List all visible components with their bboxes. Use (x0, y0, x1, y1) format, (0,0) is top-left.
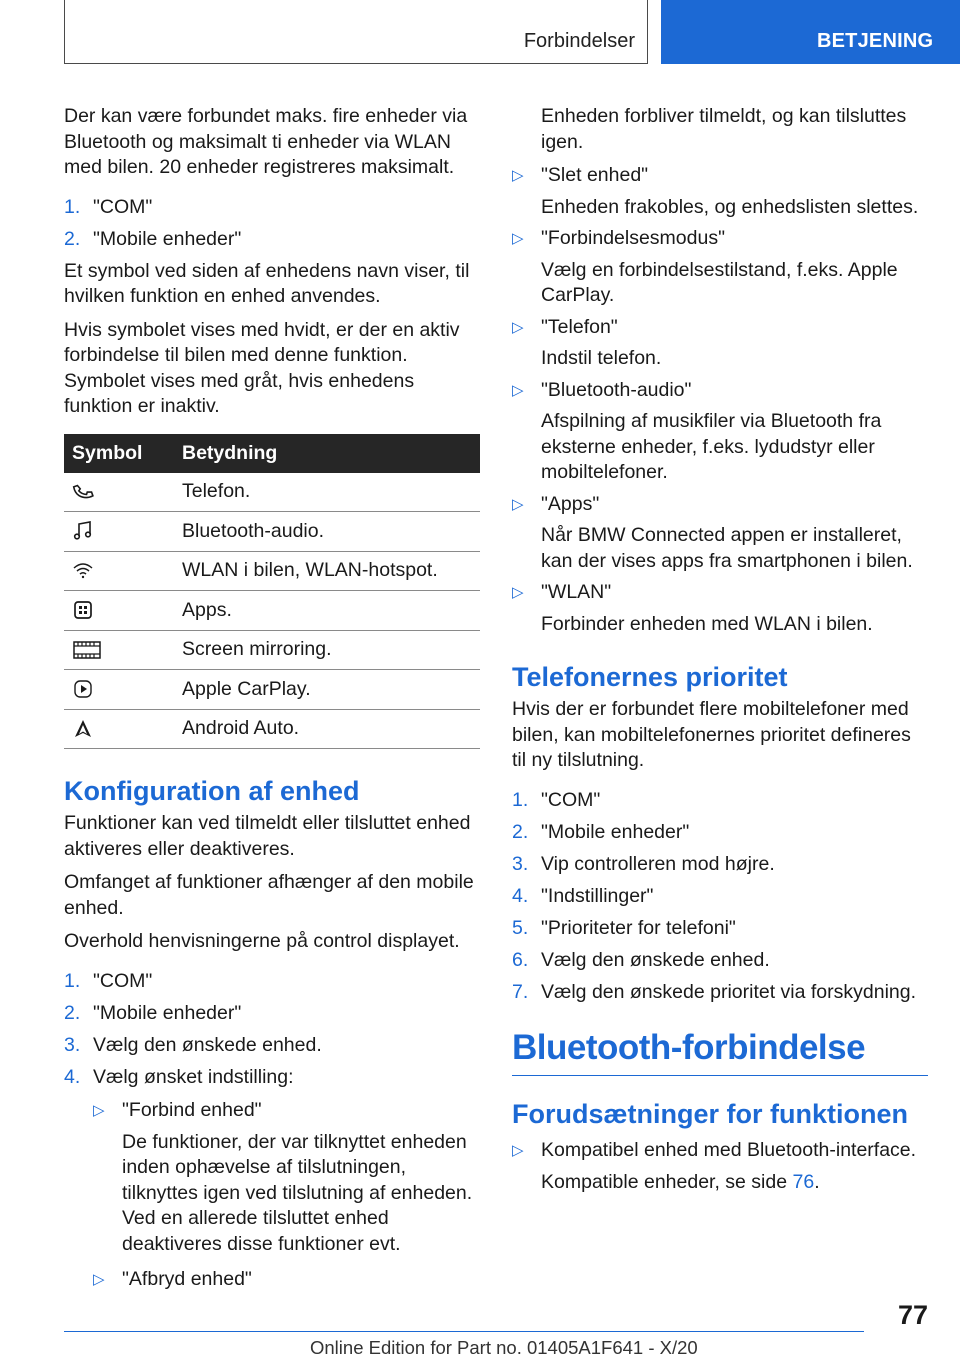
wifi-icon (72, 560, 94, 582)
paragraph: Funktioner kan ved tilmeldt eller tilsluttet enhed aktiveres eller deaktiveres. (64, 812, 471, 860)
table-header: Symbol Betydning (64, 434, 480, 473)
triangle-bullet-icon: ▷ (512, 318, 524, 336)
paragraph: Omfanget af funktioner afhænger af den mobile enhed. (64, 871, 474, 919)
footer-edition: Online Edition for Part no. 01405A1F641 - X/20 (310, 1337, 698, 1358)
option-item: ▷ "WLAN" Forbinder enheden med WLAN i bilen. (512, 580, 928, 637)
table-row: Apple CarPlay. (64, 670, 480, 710)
carplay-icon (72, 678, 94, 700)
list-item: 1. "COM" (512, 788, 601, 811)
triangle-bullet-icon: ▷ (512, 167, 524, 184)
option-item: ▷ "Forbind enhed" De funktioner, der var tilknyttet enheden inden ophævelse af tilslutningen, tilknyttes igen ved tilslutning af enheden. Ved en allerede tilsluttet enhed deaktiveres disse funktioner evt. (93, 1098, 480, 1257)
requirement-item: ▷ Kompatibel enhed med Bluetooth-interface. Kompatible enheder, se side 76. (512, 1138, 928, 1195)
triangle-bullet-icon: ▷ (512, 1142, 524, 1159)
list-item: 4. "Indstillinger" (512, 884, 654, 907)
list-item: 3. Vælg den ønskede enhed. (64, 1033, 322, 1056)
table-row: Telefon. (64, 473, 480, 512)
right-column (512, 104, 928, 1201)
list-item: 1. "COM" (64, 195, 153, 218)
triangle-bullet-icon: ▷ (512, 584, 524, 601)
section-heading: Forudsætninger for funktionen (512, 1099, 908, 1129)
android-auto-icon (72, 718, 94, 740)
symbol-table (64, 434, 480, 750)
option-item: ▷ "Slet enhed" Enheden frakobles, og enhedslisten slettes. (512, 163, 928, 220)
paragraph: Overhold henvisningerne på control displayet. (64, 930, 460, 952)
list-item: 4. Vælg ønsket indstilling: (64, 1065, 294, 1088)
chapter-heading-block (512, 1027, 928, 1076)
chapter-heading: Bluetooth-forbindelse (512, 1028, 866, 1067)
page-link[interactable]: 76 (792, 1170, 815, 1193)
triangle-bullet-icon: ▷ (512, 495, 524, 513)
table-row: Bluetooth-audio. (64, 512, 480, 552)
option-item: ▷ "Bluetooth-audio" Afspilning af musikfiler via Bluetooth fra eksterne enheder, f.eks. lydudstyr eller mobiltelefoner. (512, 378, 928, 486)
left-column (64, 104, 480, 1299)
table-row: Screen mirroring. (64, 630, 480, 670)
chapter-tab[interactable]: BETJENING (661, 0, 960, 64)
option-item: ▷ "Apps" Når BMW Connected appen er installeret, kan der vises apps fra smartphonen i bilen. (512, 492, 928, 575)
list-item: 2. "Mobile enheder" (64, 227, 242, 250)
triangle-bullet-icon: ▷ (512, 230, 524, 247)
list-item: 3. Vip controlleren mod højre. (512, 852, 775, 875)
page-number: 77 (897, 1300, 928, 1330)
table-row: Android Auto. (64, 709, 480, 749)
list-item: 6. Vælg den ønskede enhed. (512, 948, 770, 971)
list-item: 1. "COM" (64, 969, 153, 992)
paragraph: Enheden forbliver tilmeldt, og kan tilsluttes igen. (541, 105, 907, 153)
list-item: 2. "Mobile enheder" (64, 1001, 242, 1024)
option-item: ▷ "Forbindelsesmodus" Vælg en forbindelsestilstand, f.eks. Apple CarPlay. (512, 226, 928, 309)
table-row: WLAN i bilen, WLAN-hotspot. (64, 551, 480, 591)
option-item: ▷ "Telefon" Indstil telefon. (512, 315, 928, 372)
list-item: 2. "Mobile enheder" (512, 820, 690, 843)
triangle-bullet-icon: ▷ (93, 1102, 105, 1119)
table-row: Apps. (64, 591, 480, 631)
paragraph: Hvis der er forbundet flere mobiltelefoner med bilen, kan mobiltelefonernes prioritet defineres til ny tilslutning. (512, 698, 911, 771)
triangle-bullet-icon: ▷ (512, 381, 524, 399)
section-title: Forbindelser (523, 30, 635, 52)
footer-rule (64, 1331, 864, 1332)
triangle-bullet-icon: ▷ (93, 1271, 105, 1288)
music-note-icon (72, 520, 94, 542)
paragraph: Et symbol ved siden af enhedens navn viser, til hvilken funktion en enhed anvendes. (64, 259, 470, 307)
apps-icon (72, 599, 94, 621)
intro-paragraph: Der kan være forbundet maks. fire enheder via Bluetooth og maksimalt ti enheder via WLAN med bilen. 20 enheder registreres maksimalt. (64, 105, 468, 178)
list-item: 5. "Prioriteter for telefoni" (512, 916, 736, 939)
section-heading: Telefonernes prioritet (512, 662, 788, 692)
screen-mirroring-icon (72, 639, 102, 661)
header-frame (64, 0, 648, 64)
phone-icon (72, 481, 94, 503)
option-item: ▷ "Afbryd enhed" (93, 1267, 480, 1293)
list-item: 7. Vælg den ønskede prioritet via forskydning. (512, 980, 917, 1003)
paragraph: Hvis symbolet vises med hvidt, er der en aktiv forbindelse til bilen med denne funktion. Symbolet vises med gråt, hvis enhedens funktion er inaktiv. (64, 318, 460, 417)
section-heading: Konfiguration af enhed (64, 776, 360, 806)
